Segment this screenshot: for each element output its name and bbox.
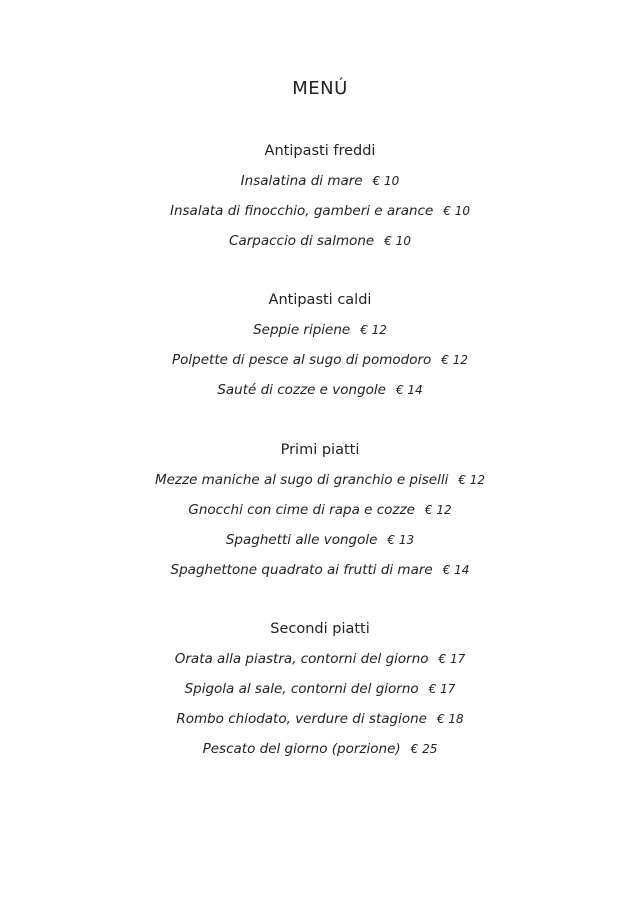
menu-item [0, 734, 640, 764]
menu-item [0, 345, 640, 375]
dish-name: Seppie ripiene [253, 322, 351, 338]
dish-price: € 10 [443, 204, 471, 218]
dish-name: Insalatina di mare [240, 173, 363, 189]
menu-item [0, 196, 640, 226]
dish-price: € 12 [360, 323, 387, 337]
dish-name: Insalata di finocchio, gamberi e arance [169, 203, 434, 219]
dish-name: Mezze maniche al sugo di granchio e piselli [154, 472, 449, 488]
section-heading: Secondi piatti [270, 621, 370, 637]
section-antipasti-caldi [0, 285, 640, 405]
menu-item [0, 465, 640, 495]
dish-price: € 18 [436, 712, 464, 726]
menu-item [0, 644, 640, 674]
dish-name: Rombo chiodato, verdure di stagione [176, 711, 427, 727]
dish-name: Gnocchi con cime di rapa e cozze [188, 502, 415, 518]
page-title: MENÚ [292, 78, 348, 99]
menu-item [0, 166, 640, 196]
dish-price: € 25 [410, 742, 438, 756]
menu-item [0, 525, 640, 555]
section-primi-piatti [0, 435, 640, 585]
dish-price: € 12 [458, 473, 486, 487]
menu-item [0, 375, 640, 405]
menu-item [0, 315, 640, 345]
section-heading: Antipasti freddi [264, 143, 376, 159]
dish-name: Pescato del giorno (porzione) [202, 741, 401, 757]
section-antipasti-freddi [0, 136, 640, 256]
menu-item [0, 555, 640, 585]
dish-price: € 12 [441, 353, 468, 367]
dish-name: Polpette di pesce al sugo di pomodoro [172, 352, 432, 368]
menu-item [0, 704, 640, 734]
dish-price: € 12 [424, 503, 452, 517]
dish-price: € 10 [384, 234, 411, 248]
section-heading: Primi piatti [280, 442, 360, 458]
dish-price: € 13 [387, 533, 415, 547]
dish-price: € 17 [438, 652, 466, 666]
dish-price: € 10 [372, 174, 400, 188]
menu-item [0, 674, 640, 704]
section-secondi-piatti [0, 614, 640, 764]
dish-price: € 17 [428, 682, 456, 696]
dish-price: € 14 [395, 383, 423, 397]
dish-name: Carpaccio di salmone [229, 233, 375, 249]
section-heading: Antipasti caldi [268, 292, 372, 308]
menu-item [0, 495, 640, 525]
dish-name: Spaghettone quadrato ai frutti di mare [170, 562, 433, 578]
dish-name: Orata alla piastra, contorni del giorno [174, 651, 429, 667]
dish-name: Sauté di cozze e vongole [217, 382, 386, 398]
menu-item [0, 226, 640, 256]
dish-name: Spaghetti alle vongole [225, 532, 378, 548]
dish-price: € 14 [442, 563, 470, 577]
dish-name: Spigola al sale, contorni del giorno [184, 681, 419, 697]
